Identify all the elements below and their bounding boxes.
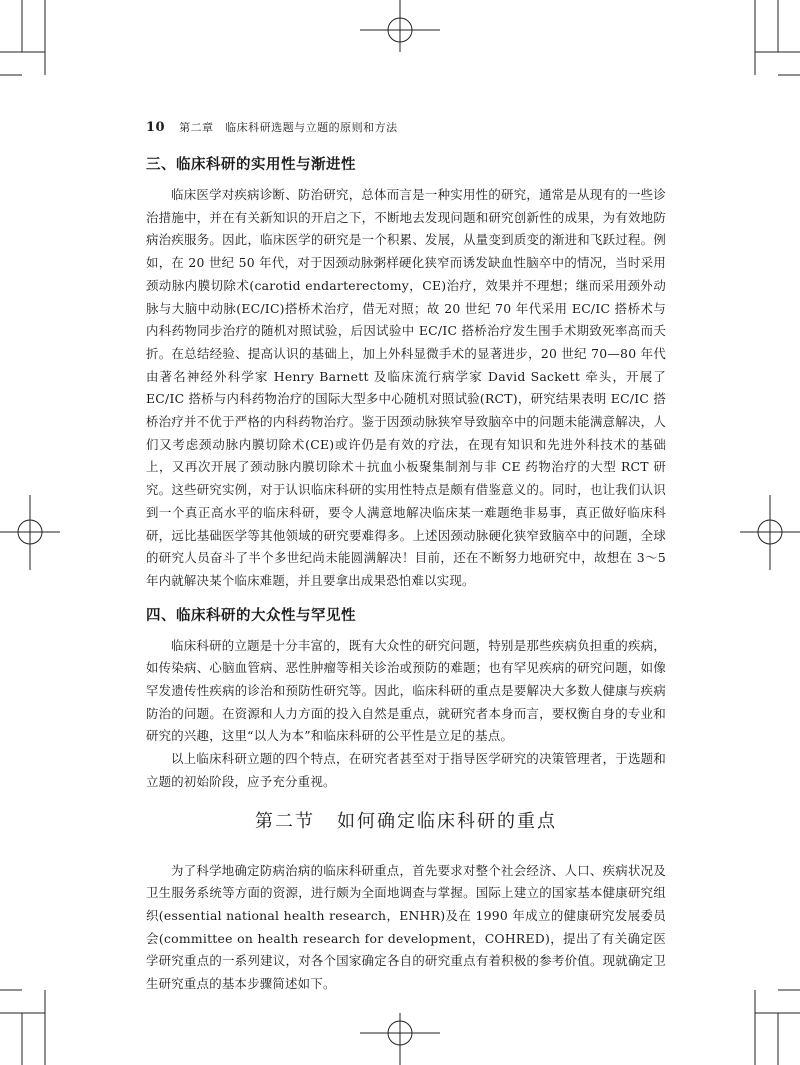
paragraph-popularity: 临床科研的立题是十分丰富的，既有大众性的研究问题，特别是那些疾病负担重的疾病，如传染病、心脑血管病、恶性肿瘤等相关诊治或预防的难题；也有罕见疾病的研究问题，如像罕发遗传性疾病的诊治和预防性研究等。因此，临床科研的重点是要解决大多数人健康与疾病防治的问题。在资源和人力方面的投入自然是重点，就研究者本身而言，要权衡自身的专业和研究的兴趣，这里“以人为本”和临床科研的公平性是立足的基点。 xyxy=(146,637,666,744)
paragraph-priorities: 为了科学地确定防病治病的临床科研重点，首先要求对整个社会经济、人口、疾病状况及卫生服务系统等方面的资源，进行颇为全面地调查与掌握。国际上建立的国家基本健康研究组织(essential national health research，ENHR)及在 1990 年成立的健康研究发展委员会(committee on health research for development，COHRED)，提出了有关确定医学研究重点的一系列建议，对各个国家确定各自的研究重点有着积极的参考价值。现就确定卫生研究重点的基本步骤简述如下。 xyxy=(146,862,666,992)
page-body xyxy=(146,148,666,996)
chapter-title: 第二章 临床科研选题与立题的原则和方法 xyxy=(179,121,398,134)
running-header xyxy=(146,119,398,135)
paragraph-practicality: 临床医学对疾病诊断、防治研究，总体而言是一种实用性的研究，通常是从现有的一些诊治措施中，并在有关新知识的开启之下，不断地去发现问题和研究创新性的成果，为有效地防病治疾服务。因此，临床医学的研究是一个积累、发展，从量变到质变的渐进和飞跃过程。例如，在 20 世纪 50 年代，对于因颈动脉粥样硬化狭窄而诱发缺血性脑卒中的情况，当时采用颈动脉内膜切除术(carotid endarterectomy，CE)治疗，效果并不理想；继而采用颈外动脉与大脑中动脉(EC/IC)搭桥术治疗，借无对照；故 20 世纪 70 年代采用 EC/IC 搭桥术与内科药物同步治疗的随机对照试验，后因试验中 EC/IC 搭桥治疗发生围手术期致死率高而夭折。在总结经验、提高认识的基础上，加上外科显微手术的显著进步，20 世纪 70—80 年代由著名神经外科学家 Henry Barnett 及临床流行病学家 David Sackett 牵头，开展了 EC/IC 搭桥与内科药物治疗的国际大型多中心随机对照试验(RCT)，研究结果表明 EC/IC 搭桥治疗并不优于严格的内科药物治疗。鉴于因颈动脉狭窄导致脑卒中的问题未能满意解决，人们又考虑颈动脉内膜切除术(CE)或许仍是有效的疗法，在现有知识和先进外科技术的基础上，又再次开展了颈动脉内膜切除术＋抗血小板聚集制剂与非 CE 药物治疗的大型 RCT 研究。这些研究实例，对于认识临床科研的实用性特点是颇有借鉴意义的。同时，也让我们认识到一个真正高水平的临床科研，要令人满意地解决临床某一难题绝非易事，真正做好临床科研，远比基础医学等其他领域的研究要难得多。上述因颈动脉硬化狭窄致脑卒中的问题，全球的研究人员奋斗了半个多世纪尚未能圆满解决！目前，还在不断努力地研究中，故想在 3～5 年内就解决某个临床难题，并且要拿出成果恐怕难以实现。 xyxy=(146,187,666,588)
section-heading-popularity: 四、临床科研的大众性与罕见性 xyxy=(146,607,356,624)
section-heading-practicality: 三、临床科研的实用性与渐进性 xyxy=(146,157,356,173)
paragraph-summary: 以上临床科研立题的四个特点，在研究者甚至对于指导医学研究的决策管理者，于选题和立题的初始阶段，应予充分重视。 xyxy=(146,751,666,789)
chapter-section-title: 如何确定临床科研的重点 xyxy=(337,810,557,832)
chapter-section-heading xyxy=(146,808,666,836)
page-number: 10 xyxy=(146,120,166,135)
chapter-section-number: 第二节 xyxy=(255,810,315,832)
